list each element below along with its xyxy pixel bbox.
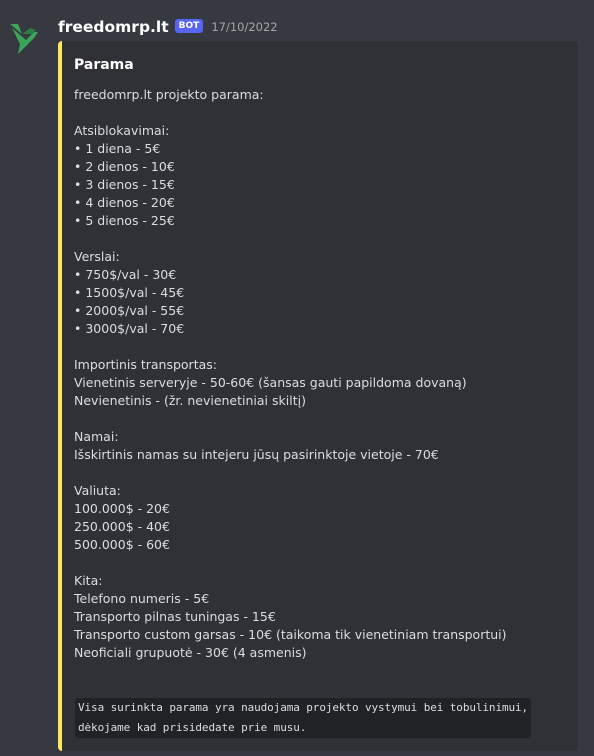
section-item: • 2 dienos - 10€ (74, 159, 175, 174)
section-heading: Namai: (74, 429, 119, 444)
author-name[interactable]: freedomrp.lt (58, 18, 169, 36)
blank-line (74, 410, 507, 428)
section-item: Išskirtinis namas su intejeru jūsų pasirinktoje vietoje - 70€ (74, 447, 439, 462)
message-header (58, 15, 278, 39)
section-item: Nevienetinis - (žr. nevienetiniai skiltį) (74, 393, 306, 408)
message-timestamp[interactable]: 17/10/2022 (211, 20, 278, 34)
embed-description (74, 86, 507, 662)
embed-intro: freedomrp.lt projekto parama: (74, 87, 264, 102)
blank-line (74, 230, 507, 248)
section-item: Transporto custom garsas - 10€ (taikoma tik vienetiniam transportui) (74, 627, 507, 642)
footer-code-block (75, 698, 531, 738)
section-item: 250.000$ - 40€ (74, 519, 170, 534)
section-item: • 1 diena - 5€ (74, 141, 161, 156)
section-item: Telefono numeris - 5€ (74, 591, 210, 606)
embed-card (58, 41, 578, 751)
section-heading: Kita: (74, 573, 103, 588)
section-item: 100.000$ - 20€ (74, 501, 170, 516)
blank-line (74, 338, 507, 356)
section-item: • 1500$/val - 45€ (74, 285, 185, 300)
code-line: Visa surinkta parama yra naudojama projekto vystymui bei tobulinimui, (78, 701, 529, 714)
section-item: • 750$/val - 30€ (74, 267, 177, 282)
bird-logo-icon[interactable] (8, 20, 40, 56)
section-item: Neoficiali grupuotė - 30€ (4 asmenis) (74, 645, 307, 660)
section-item: 500.000$ - 60€ (74, 537, 170, 552)
section-item: Transporto pilnas tuningas - 15€ (74, 609, 276, 624)
section-heading: Importinis transportas: (74, 357, 217, 372)
code-line: dėkojame kad prisidedate prie musu. (78, 721, 307, 734)
section-heading: Valiuta: (74, 483, 121, 498)
section-item: • 2000$/val - 55€ (74, 303, 185, 318)
section-heading: Verslai: (74, 249, 120, 264)
section-heading: Atsiblokavimai: (74, 123, 170, 138)
section-item: Vienetinis serveryje - 50-60€ (šansas gauti papildoma dovaną) (74, 375, 467, 390)
section-item: • 3000$/val - 70€ (74, 321, 185, 336)
section-item: • 4 dienos - 20€ (74, 195, 175, 210)
section-item: • 3 dienos - 15€ (74, 177, 175, 192)
section-item: • 5 dienos - 25€ (74, 213, 175, 228)
blank-line (74, 464, 507, 482)
bot-badge: BOT (175, 19, 204, 33)
embed-sections (74, 104, 507, 662)
blank-line (74, 104, 507, 122)
embed-title: Parama (74, 57, 134, 73)
blank-line (74, 554, 507, 572)
